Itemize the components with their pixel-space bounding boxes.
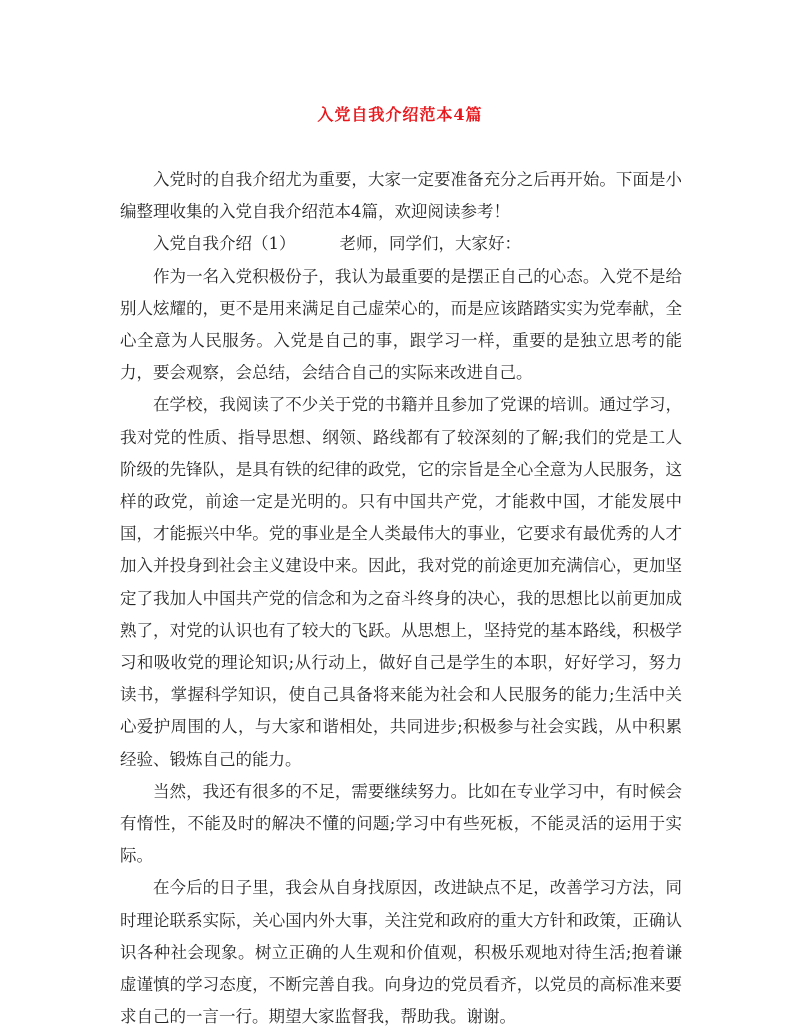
section-heading-line [120,228,682,260]
body-paragraph: 当然，我还有很多的不足，需要继续努力。比如在专业学习中，有时候会有惰性，不能及时的解决不懂的问题;学习中有些死板，不能灵活的运用于实际。 [120,781,682,866]
greeting: 老师，同学们，大家好： [339,234,521,254]
document-title: 入党自我介绍范本4篇 [317,105,483,124]
document-body [120,164,682,1033]
intro-paragraph: 入党时的自我介绍尤为重要，大家一定要准备充分之后再开始。下面是小编整理收集的入党自我介绍范本4篇，欢迎阅读参考！ [120,170,682,222]
section-heading: 入党自我介绍（1） [153,234,296,254]
body-paragraph: 作为一名入党积极份子，我认为最重要的是摆正自己的心态。入党不是给别人炫耀的，更不是用来满足自己虚荣心的，而是应该踏踏实实为党奉献，全心全意为人民服务。入党是自己的事，跟学习一样，重要的是独立思考的能力，要会观察，会总结，会结合自己的实际来改进自己。 [120,266,682,383]
body-paragraph: 在今后的日子里，我会从自身找原因，改进缺点不足，改善学习方法，同时理论联系实际，关心国内外大事，关注党和政府的重大方针和政策，正确认识各种社会现象。树立正确的人生观和价值观，积极乐观地对待生活;抱着谦虚谨慎的学习态度，不断完善自我。向身边的党员看齐，以党员的高标准来要求自己的一言一行。期望大家监督我，帮助我。谢谢。 [120,878,682,1027]
body-paragraph: 在学校，我阅读了不少关于党的书籍并且参加了党课的培训。通过学习，我对党的性质、指导思想、纲领、路线都有了较深刻的了解;我们的党是工人阶级的先锋队，是具有铁的纪律的政党，它的宗旨是全心全意为人民服务，这样的政党，前途一定是光明的。只有中国共产党，才能救中国，才能发展中国，才能振兴中华。党的事业是全人类最伟大的事业，它要求有最优秀的人才加入并投身到社会主义建设中来。因此，我对党的前途更加充满信心，更加坚定了我加人中国共产党的信念和为之奋斗终身的决心，我的思想比以前更加成熟了，对党的认识也有了较大的飞跃。从思想上，坚持党的基本路线，积极学习和吸收党的理论知识;从行动上，做好自己是学生的本职，好好学习，努力读书，掌握科学知识，使自己具备将来能为社会和人民服务的能力;生活中关心爱护周围的人，与大家和谐相处，共同进步;积极参与社会实践，从中积累经验、锻炼自己的能力。 [120,395,682,769]
